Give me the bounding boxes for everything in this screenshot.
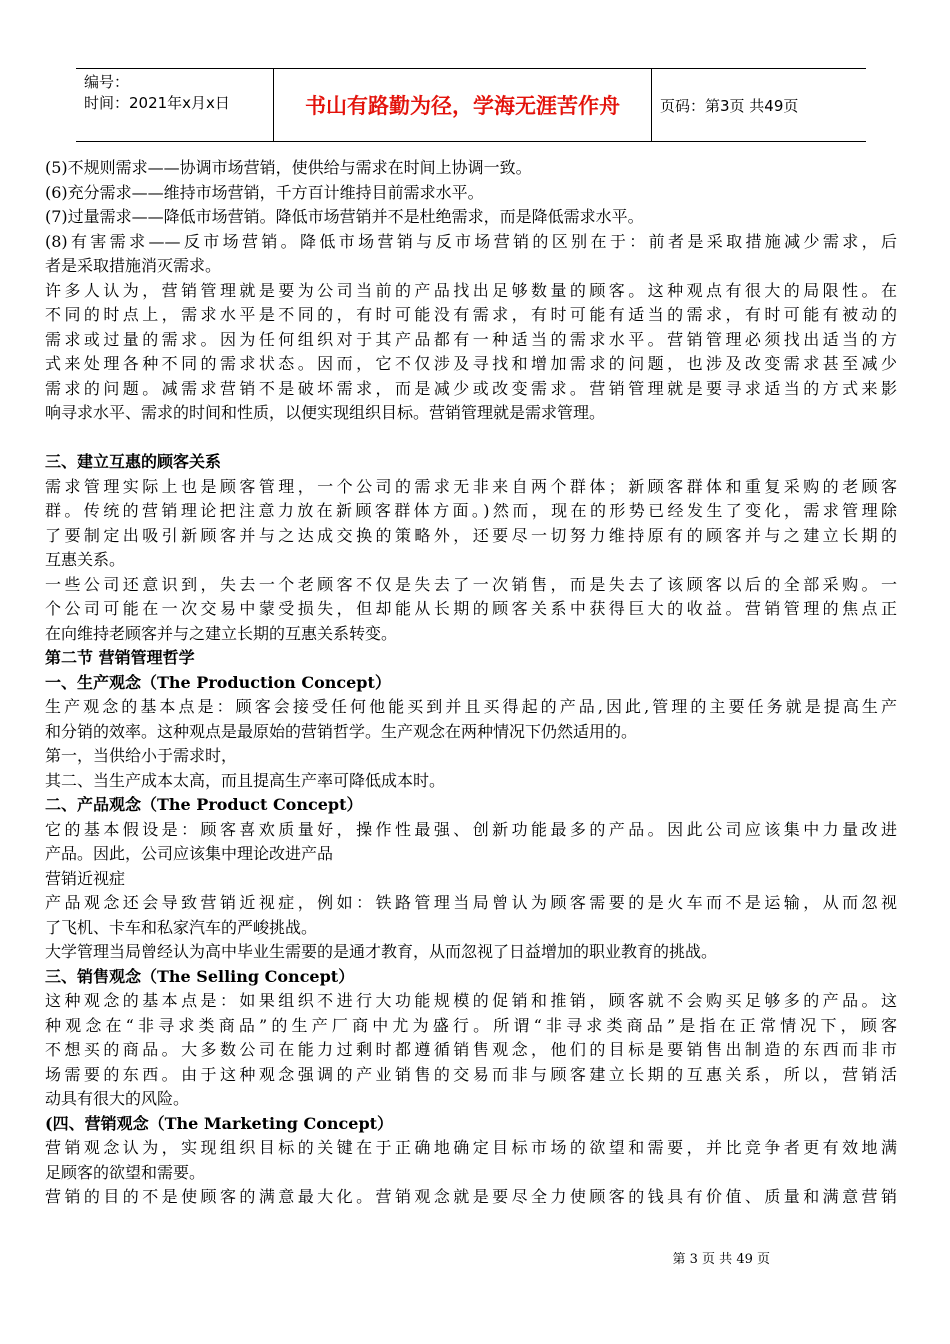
text-line: 大学管理当局曾经认为高中毕业生需要的是通才教育，从而忽视了日益增加的职业教育的挑战。 (45, 942, 718, 961)
document-time-label: 时间：2021年x月x日 (84, 94, 230, 112)
text-line: 动具有很大的风险。 (45, 1089, 190, 1108)
text-line: 个公司可能在一次交易中蒙受损失，但却能从长期的顾客关系中获得巨大的收益。营销管理的焦点正 (45, 599, 897, 618)
text-line: (5)不规则需求——协调市场营销，使供给与需求在时间上协调一致。 (45, 158, 532, 177)
text-line: 足顾客的欲望和需要。 (45, 1162, 206, 1182)
text-line: 了飞机、卡车和私家汽车的严峻挑战。 (45, 917, 318, 937)
text-line: 需求管理实际上也是顾客管理，一个公司的需求无非来自两个群体；新顾客群体和重复采购的老顾客 (45, 476, 897, 496)
document-number-label: 编号： (84, 73, 130, 91)
text-line: 式来处理各种不同的需求状态。因而，它不仅涉及寻找和增加需求的问题，也涉及改变需求甚至减少 (45, 354, 897, 373)
text-line: 了要制定出吸引新顾客并与之达成交换的策略外，还要尽一切努力维持原有的顾客并与之建立长期的 (45, 525, 897, 545)
section-heading: 一、生产观念（The Production Concept） (45, 672, 391, 692)
text-line: (8)有害需求——反市场营销。降低市场营销与反市场营销的区别在于：前者是采取措施减少需求，后 (45, 231, 897, 251)
section-heading: 三、建立互惠的顾客关系 (45, 452, 222, 471)
text-line: 第一，当供给小于需求时， (45, 746, 238, 765)
text-line: 在向维持老顾客并与之建立长期的互惠关系转变。 (45, 623, 398, 643)
text-line: 许多人认为，营销管理就是要为公司当前的产品找出足够数量的顾客。这种观点有很大的局限性。在 (45, 280, 897, 300)
text-line: 这种观念的基本点是：如果组织不进行大功能规模的促销和推销，顾客就不会购买足够多的产品。这 (45, 991, 897, 1010)
header-info-cell (76, 69, 274, 141)
section-heading: 二、产品观念（The Product Concept） (45, 795, 363, 814)
text-line: 一些公司还意识到，失去一个老顾客不仅是失去了一次销售，而是失去了该顾客以后的全部采购。一 (45, 574, 897, 594)
document-body (45, 156, 897, 1210)
text-line: 不想买的商品。大多数公司在能力过剩时都遵循销售观念，他们的目标是要销售出制造的东西而非市 (45, 1040, 897, 1059)
text-line: 和分销的效率。这种观点是最原始的营销哲学。生产观念在两种情况下仍然适用的。 (45, 721, 638, 741)
section-heading: (四、营销观念（The Marketing Concept） (45, 1113, 394, 1133)
page-header (76, 68, 866, 142)
text-line: 场需要的东西。由于这种观念强调的产业销售的交易而非与顾客建立长期的互惠关系，所以，营销活 (45, 1064, 897, 1084)
text-line: 不同的时点上，需求水平是不同的，有时可能没有需求，有时可能有适当的需求，有时可能有被动的 (45, 305, 897, 324)
text-line: 营销观念认为，实现组织目标的关键在于正确地确定目标市场的欲望和需要，并比竞争者更有效地满 (45, 1138, 897, 1157)
text-line: 需求的问题。减需求营销不是破坏需求，而是减少或改变需求。营销管理就是要寻求适当的方式来影 (45, 378, 897, 398)
text-line: 群。传统的营销理论把注意力放在新顾客群体方面。)然而，现在的形势已经发生了变化，需求管理除 (45, 501, 897, 520)
text-line: 产品观念还会导致营销近视症，例如：铁路管理当局曾认为顾客需要的是火车而不是运输，从而忽视 (45, 893, 897, 912)
header-slogan: 书山有路勤为径，学海无涯苦作舟 (274, 69, 652, 141)
text-line: (7)过量需求——降低市场营销。降低市场营销并不是杜绝需求，而是降低需求水平。 (45, 207, 644, 226)
text-line: 互惠关系。 (45, 550, 126, 569)
text-line: 种观念在“非寻求类商品”的生产厂商中尤为盛行。所谓“非寻求类商品”是指在正常情况下，顾客 (45, 1015, 897, 1035)
text-line: 产品。因此，公司应该集中理论改进产品 (45, 844, 334, 863)
text-line: 响寻求水平、需求的时间和性质，以便实现组织目标。营销管理就是需求管理。 (45, 403, 606, 422)
text-line: 营销的目的不是使顾客的满意最大化。营销观念就是要尽全力使顾客的钱具有价值、质量和满意营销 (45, 1187, 897, 1206)
text-line: 营销近视症 (45, 868, 126, 888)
text-line: 它的基本假设是：顾客喜欢质量好，操作性最强、创新功能最多的产品。因此公司应该集中力量改进 (45, 819, 897, 839)
text-line: (6)充分需求——维持市场营销，千方百计维持目前需求水平。 (45, 182, 484, 202)
blank-line (45, 426, 897, 451)
page-footer: 第 3 页 共 49 页 (672, 1252, 770, 1267)
section-heading: 三、销售观念（The Selling Concept） (45, 966, 355, 986)
text-line: 需求或过量的需求。因为任何组织对于其产品都有一种适当的需求水平。营销管理必须找出适当的方 (45, 329, 897, 349)
text-line: 生产观念的基本点是：顾客会接受任何他能买到并且买得起的产品,因此,管理的主要任务就是提高生产 (45, 697, 897, 716)
text-line: 其二、当生产成本太高，而且提高生产率可降低成本时。 (45, 770, 446, 790)
section-heading: 第二节 营销管理哲学 (45, 648, 195, 667)
header-page-number: 页码：第3页 共49页 (660, 96, 799, 115)
text-line: 者是采取措施消灭需求。 (45, 256, 222, 275)
